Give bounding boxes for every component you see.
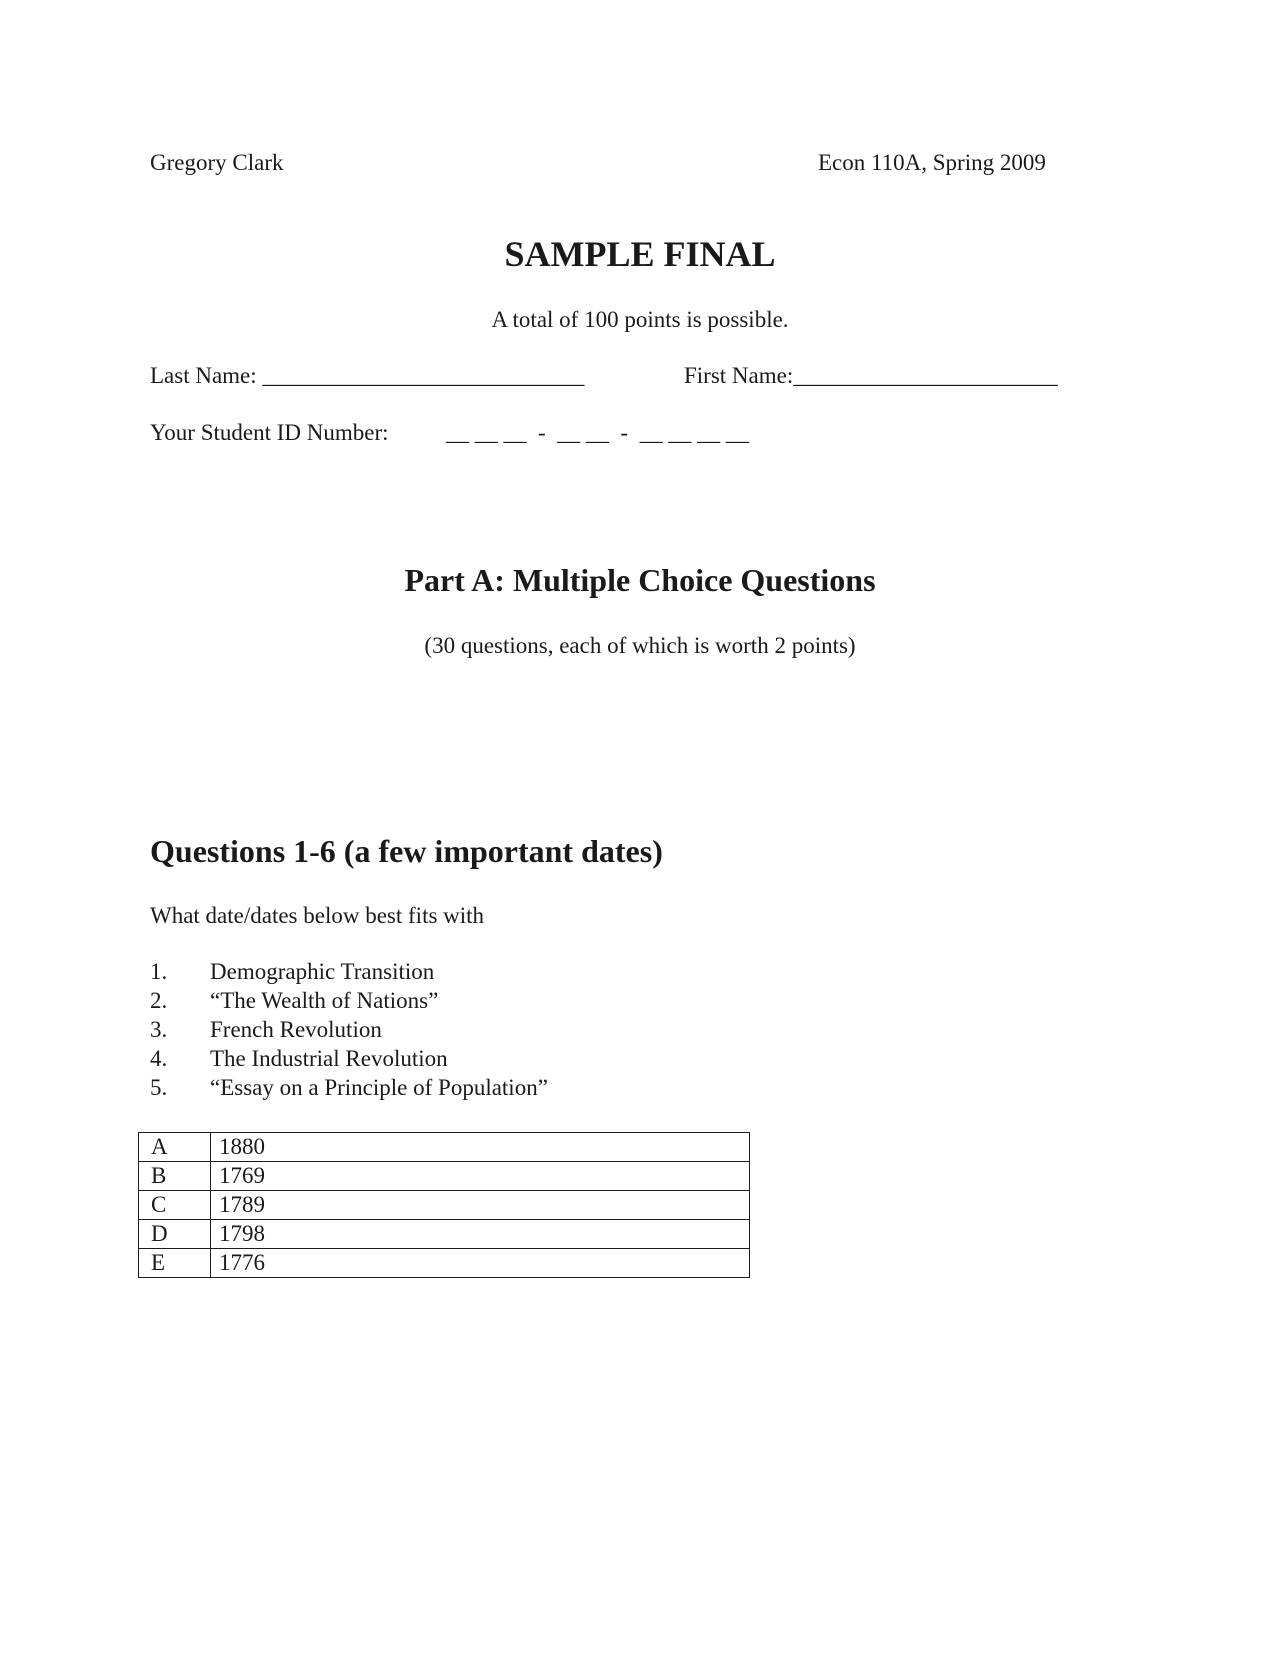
answer-date: 1789 xyxy=(211,1191,750,1220)
page-title: SAMPLE FINAL xyxy=(504,234,776,274)
question-text: Demographic Transition xyxy=(210,959,435,984)
answer-date: 1776 xyxy=(211,1249,750,1278)
list-item xyxy=(150,1073,548,1102)
question-number: 2. xyxy=(150,988,168,1013)
question-text: French Revolution xyxy=(210,1017,382,1042)
question-number: 1. xyxy=(150,959,168,984)
list-item xyxy=(150,986,548,1015)
question-text: “The Wealth of Nations” xyxy=(210,988,439,1013)
answer-date: 1769 xyxy=(211,1162,750,1191)
answer-date: 1798 xyxy=(211,1220,750,1249)
list-item xyxy=(150,1044,548,1073)
answer-letter: D xyxy=(139,1220,211,1249)
course-info: Econ 110A, Spring 2009 xyxy=(818,150,1046,175)
question-text: “Essay on a Principle of Population” xyxy=(210,1075,548,1100)
student-id-blanks: __ __ __ - __ __ - __ __ __ __ xyxy=(446,420,749,445)
table-row xyxy=(139,1249,750,1278)
table-row xyxy=(139,1191,750,1220)
question-text: The Industrial Revolution xyxy=(210,1046,448,1071)
question-number: 4. xyxy=(150,1046,168,1071)
points-note: A total of 100 points is possible. xyxy=(491,307,789,332)
table-row xyxy=(139,1133,750,1162)
answer-letter: A xyxy=(139,1133,211,1162)
questions-intro: What date/dates below best fits with xyxy=(150,903,485,928)
part-a-heading: Part A: Multiple Choice Questions xyxy=(404,562,876,598)
question-list xyxy=(150,957,548,1102)
questions-heading: Questions 1-6 (a few important dates) xyxy=(150,833,663,869)
last-name-field: Last Name: ____________________________ xyxy=(150,363,585,388)
student-id-label: Your Student ID Number: xyxy=(150,420,389,445)
question-number: 5. xyxy=(150,1075,168,1100)
list-item xyxy=(150,1015,548,1044)
answer-letter: E xyxy=(139,1249,211,1278)
part-a-note: (30 questions, each of which is worth 2 points) xyxy=(424,633,856,658)
answer-date: 1880 xyxy=(211,1133,750,1162)
answer-table xyxy=(138,1132,750,1278)
table-row xyxy=(139,1220,750,1249)
first-name-field: First Name:_______________________ xyxy=(684,363,1058,388)
table-row xyxy=(139,1162,750,1191)
answer-letter: C xyxy=(139,1191,211,1220)
question-number: 3. xyxy=(150,1017,168,1042)
list-item xyxy=(150,957,548,986)
answer-letter: B xyxy=(139,1162,211,1191)
author-name: Gregory Clark xyxy=(150,150,284,175)
